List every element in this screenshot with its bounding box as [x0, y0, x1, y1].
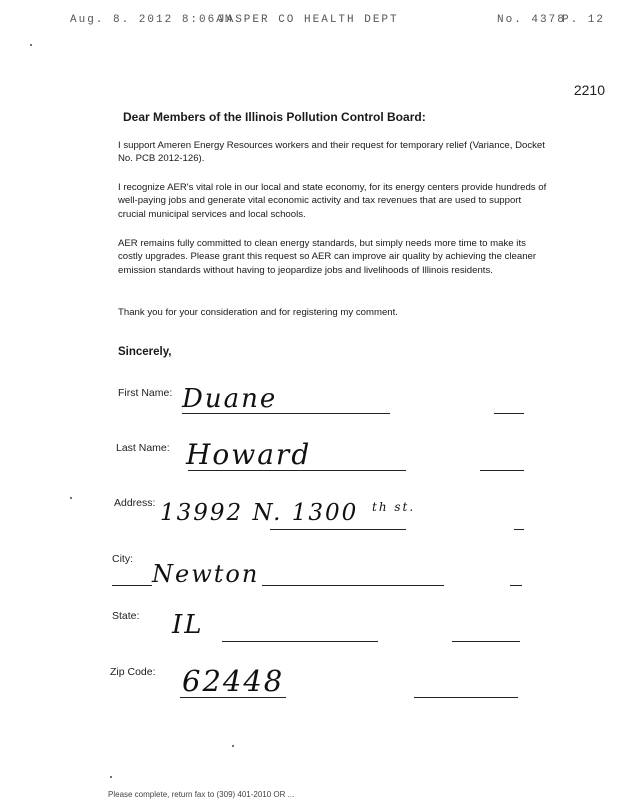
paragraph-commitment: AER remains fully committed to clean energy standards, but simply needs more time to make its costly upgrades. Please grant this request so AER can improve air quality by achieving the cleaner emission standards without having to jeopardize jobs and livelihoods of Illinois residents. [118, 238, 537, 276]
zip-code-line [180, 697, 286, 698]
city-label: City: [112, 553, 133, 565]
last-name-extra-line [480, 470, 524, 471]
last-name-label: Last Name: [116, 442, 170, 454]
fax-sender: JASPER CO HEALTH DEPT [218, 14, 399, 26]
city-lead-line [112, 585, 152, 586]
city-extra-line [510, 585, 522, 586]
address-value: 13992 N. 1300 [160, 500, 359, 526]
document-number: 2210 [573, 82, 605, 98]
address-label: Address: [114, 497, 156, 509]
last-name-value: Howard [186, 438, 312, 471]
letter-salutation: Dear Members of the Illinois Pollution Control Board: [123, 110, 426, 124]
address-line [270, 529, 406, 530]
scan-speck [110, 776, 112, 778]
state-line [222, 641, 378, 642]
first-name-label: First Name: [118, 387, 173, 399]
paragraph-recognize: I recognize AER's vital role in our local and state economy, for its energy centers provide hundreds of well-paying jobs and generate vital economic activity and tax revenues that are used to support crucial municipal services and local schools. [118, 182, 547, 220]
fax-page-number: P. 12 [562, 14, 606, 26]
fax-number: No. 4378 [497, 14, 566, 26]
scan-speck [70, 497, 72, 499]
paragraph-support: I support Ameren Energy Resources workers and their request for temporary relief (Variance, Docket No. PCB 2012-126). [118, 140, 545, 165]
state-value: IL [172, 610, 204, 640]
first-name-extra-line [494, 413, 524, 414]
paragraph-thanks: Thank you for your consideration and for registering my comment. [118, 307, 398, 318]
zip-code-label: Zip Code: [110, 666, 156, 678]
scan-speck [30, 44, 32, 46]
zip-code-extra-line [414, 697, 518, 698]
city-value: Newton [152, 560, 260, 588]
scan-speck [232, 745, 234, 747]
last-name-line [188, 470, 406, 471]
state-label: State: [112, 610, 140, 622]
address-superscript: th st. [372, 500, 416, 514]
zip-code-value: 62448 [182, 664, 285, 698]
state-extra-line [452, 641, 520, 642]
footer-instructions: Please complete, return fax to (309) 401-2010 OR ... [108, 790, 295, 799]
first-name-value: Duane [182, 384, 278, 414]
first-name-line [182, 413, 390, 414]
address-extra-line [514, 529, 524, 530]
city-line [262, 585, 444, 586]
letter-closing: Sincerely, [118, 346, 172, 358]
fax-date-time: Aug. 8. 2012 8:06AM [70, 14, 234, 26]
